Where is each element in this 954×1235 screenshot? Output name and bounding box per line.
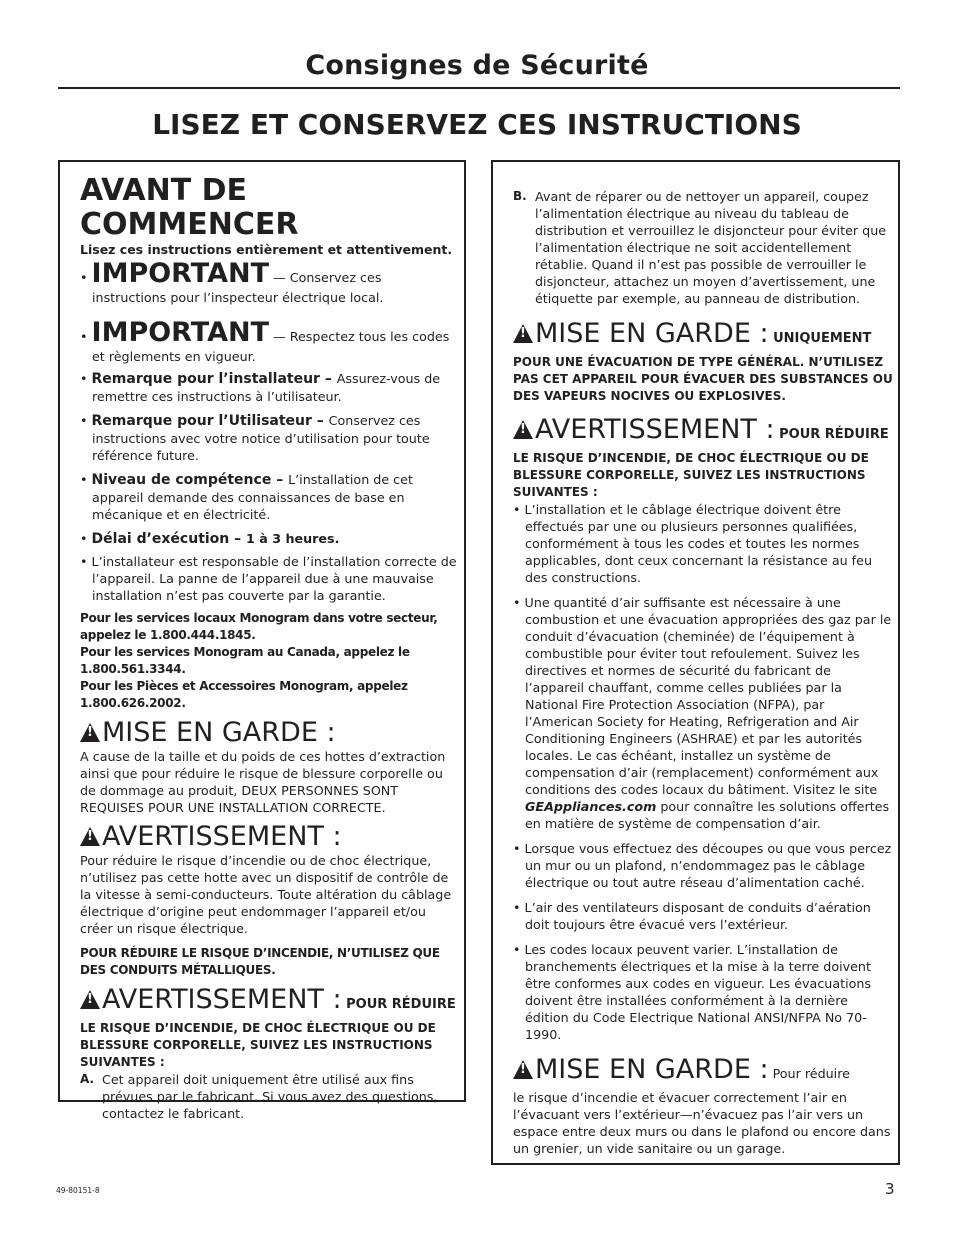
warning-triangle-icon xyxy=(80,827,100,846)
page-subtitle: LISEZ ET CONSERVEZ CES INSTRUCTIONS xyxy=(152,108,802,141)
note-installer: • Remarque pour l’installateur – Assurez-vous de remettre ces instructions à l’utilisateur. xyxy=(80,371,441,404)
section-heading: AVANT DE COMMENCER xyxy=(80,173,299,242)
warning-heading: !AVERTISSEMENT : POUR RÉDUIRE xyxy=(80,985,458,1020)
left-panel xyxy=(58,160,466,1121)
contact-local: Pour les services locaux Monogram dans votre secteur, appelez le 1.800.444.1845. xyxy=(80,611,438,642)
instruction-item-a: A. Cet appareil doit uniquement être utilisé aux fins prévues par le fabricant. Si vous avez des questions, contactez le fabricant. xyxy=(80,1072,438,1121)
intro-text: Lisez ces instructions entièrement et attentivement. xyxy=(80,242,453,257)
important-text: — Conservez ces instructions pour l’inspecteur électrique local. xyxy=(92,270,384,305)
page-title: Consignes de Sécurité xyxy=(305,50,649,81)
warning-triangle-icon xyxy=(513,324,533,343)
list-item: • L’air des ventilateurs disposant de conduits d’aération doit toujours être évacué vers l’extérieur. xyxy=(513,900,871,932)
caution-text: A cause de la taille et du poids de ces hottes d’extraction ainsi que pour réduire le risque de blessure corporelle ou de dommage au produit, DEUX PERSONNES SONT REQUISES POUR UNE INSTALLATION CORRECTE. xyxy=(80,749,446,815)
list-item: • L’installation et le câblage électrique doivent être effectués par une ou plusieurs personnes qualifiées, conformément à tous les codes et toutes les normes applicables, dont ceux concernant la résistance au feu des constructions. xyxy=(513,502,872,585)
warning-caps: POUR RÉDUIRE LE RISQUE D’INCENDIE, N’UTILISEZ QUE DES CONDUITS MÉTALLIQUES. xyxy=(80,946,440,977)
warning-heading: !AVERTISSEMENT : xyxy=(80,822,458,852)
contact-canada: Pour les services Monogram au Canada, appelez le 1.800.561.3344. xyxy=(80,645,410,676)
title-divider xyxy=(58,87,900,89)
caution-heading: !MISE EN GARDE : UNIQUEMENT xyxy=(513,319,893,354)
warning-heading: !AVERTISSEMENT : POUR RÉDUIRE xyxy=(513,415,893,450)
instruction-item-b: B. Avant de réparer ou de nettoyer un appareil, coupez l’alimentation électrique au niveau du tableau de distribution et verrouillez le disjoncteur pour éviter que l’alimentation électrique ne soit accidentellement rétablie. Quand il n’est pas possible de verrouiller le disjoncteur, attachez un moyen d’avertissement, une étiquette par exemple, au panneau de distribution. xyxy=(513,189,887,306)
warning-triangle-icon xyxy=(80,723,100,742)
time-estimate: • Délai d’exécution – 1 à 3 heures. xyxy=(80,531,340,547)
note-user: • Remarque pour l’Utilisateur – Conservez ces instructions avec votre notice d’utilisation pour toute référence future. xyxy=(80,413,430,463)
important-item: • IMPORTANT — Respectez tous les codes et règlements en vigueur. xyxy=(80,317,450,364)
warning-caps: LE RISQUE D’INCENDIE, DE CHOC ÉLECTRIQUE OU DE BLESSURE CORPORELLE, SUIVEZ LES INSTRUCTIONS SUIVANTES : xyxy=(513,451,869,499)
warning-triangle-icon xyxy=(80,990,100,1009)
list-item: • Lorsque vous effectuez des découpes ou que vous percez un mur ou un plafond, n’endommagez pas le câblage électrique ou tout autre réseau d’alimentation caché. xyxy=(513,841,892,890)
list-item: • Les codes locaux peuvent varier. L’installation de branchements électriques et la mise à la terre doivent être conformes aux codes en vigueur. Les évacuations doivent être installées conformément à la dernière édition du Code Electrique National ANSI/NFPA No 70-1990. xyxy=(513,942,872,1042)
responsibility-note: • L’installateur est responsable de l’installation correcte de l’appareil. La panne de l’appareil due à une mauvaise installation n’est pas couverte par la garantie. xyxy=(80,554,457,603)
document-code: 49-80151-8 xyxy=(56,1186,100,1195)
caution-caps: POUR UNE ÉVACUATION DE TYPE GÉNÉRAL. N’UTILISEZ PAS CET APPAREIL POUR ÉVACUER DES SUBSTANCES OU DES VAPEURS NOCIVES OU EXPLOSIVES. xyxy=(513,355,893,403)
warning-text: Pour réduire le risque d’incendie ou de choc électrique, n’utilisez pas cette hotte avec un dispositif de contrôle de la vitesse à semi-conducteurs. Toute altération du câblage électrique d’origine peut endommager l’appareil et/ou créer un risque électrique. xyxy=(80,853,452,936)
caution-heading: !MISE EN GARDE : Pour réduire xyxy=(513,1055,893,1089)
page-number: 3 xyxy=(885,1180,895,1198)
important-text: — Respectez tous les codes et règlements en vigueur. xyxy=(92,329,450,364)
right-panel xyxy=(491,160,900,1165)
important-item: • IMPORTANT — Conservez ces instructions pour l’inspecteur électrique local. xyxy=(80,258,384,305)
warning-caps: LE RISQUE D’INCENDIE, DE CHOC ÉLECTRIQUE OU DE BLESSURE CORPORELLE, SUIVEZ LES INSTRUCTIONS SUIVANTES : xyxy=(80,1021,436,1069)
warning-triangle-icon xyxy=(513,420,533,439)
caution-heading: !MISE EN GARDE : xyxy=(80,718,458,748)
warning-triangle-icon xyxy=(513,1060,533,1079)
caution-text: le risque d’incendie et évacuer correctement l’air en l’évacuant vers l’extérieur—n’évacuez pas l’air vers un espace entre deux murs ou dans le plafond ou encore dans un grenier, un vide sanitaire ou un garage. xyxy=(513,1090,891,1156)
contact-parts: Pour les Pièces et Accessoires Monogram, appelez 1.800.626.2002. xyxy=(80,679,408,710)
list-item: • Une quantité d’air suffisante est nécessaire à une combustion et une évacuation appropriées des gaz par le conduit d’évacuation (cheminée) de l’équipement à combustible pour éviter tout refoulement. Suivez les directives et normes de sécurité du fabricant de l’appareil chauffant, comme celles publiées par la National Fire Protection Association (NFPA), par l’American Society for Heating, Refrigeration and Air Conditioning Engineers (ASHRAE) et par les autorités locales. Le cas échéant, installez un système de compensation d’air (remplacement) conformément aux conditions des codes locaux du bâtiment. Visitez le site GEAppliances.com pour connaître les solutions offertes en matière de système de compensation d’air. xyxy=(513,595,892,831)
skill-level: • Niveau de compétence – L’installation de cet appareil demande des connaissances de base en mécanique et en électricité. xyxy=(80,472,413,522)
website-link: GEAppliances.com xyxy=(525,799,657,814)
